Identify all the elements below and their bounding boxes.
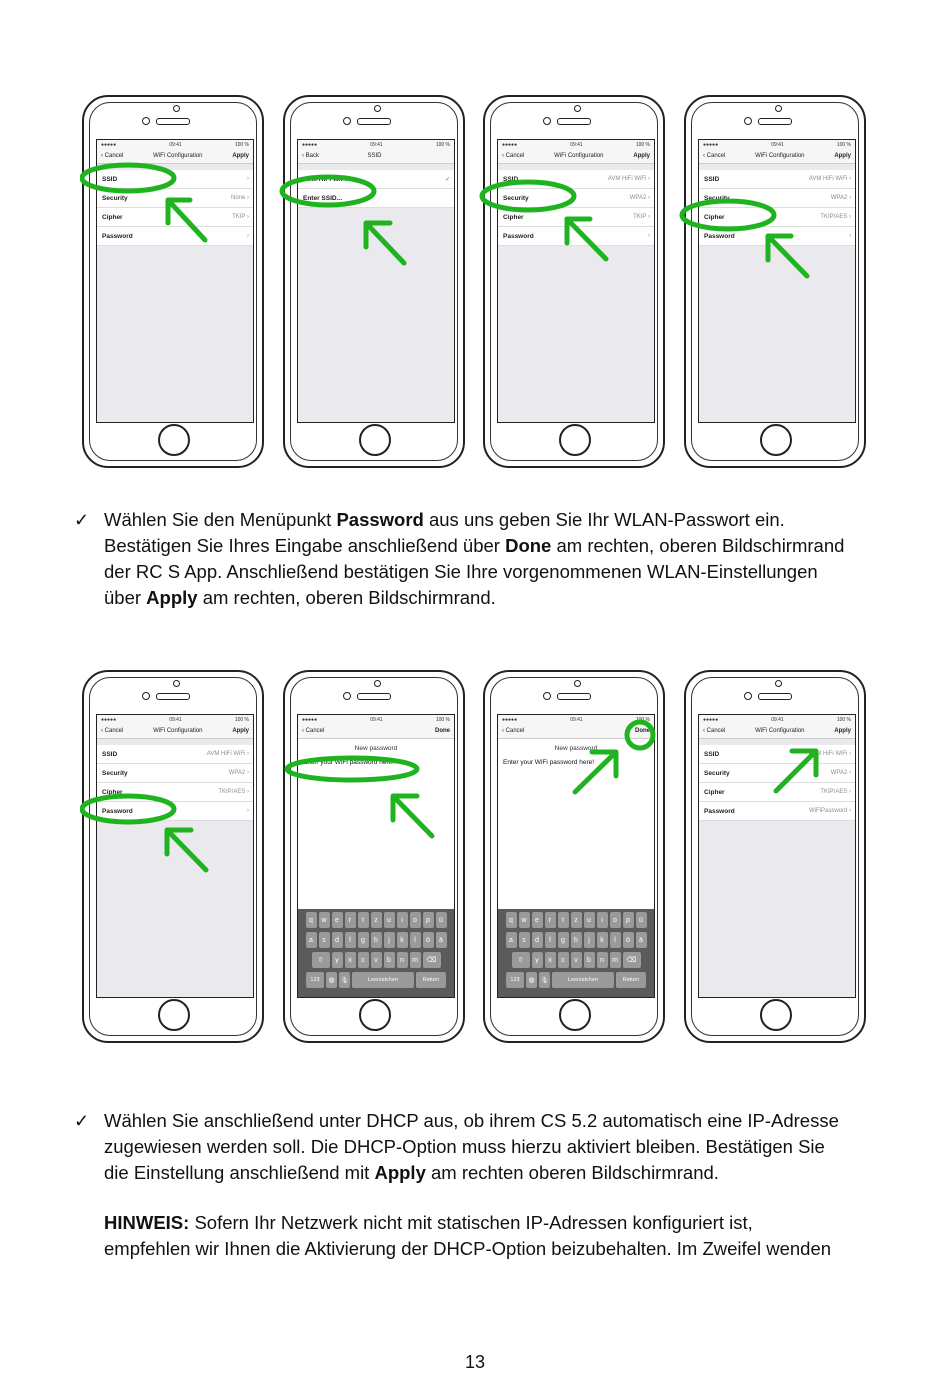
phone-screen bbox=[297, 139, 455, 423]
key[interactable]: o bbox=[410, 912, 421, 928]
key[interactable]: z bbox=[571, 912, 582, 928]
phone-illustration bbox=[684, 670, 866, 1043]
key[interactable]: j bbox=[584, 932, 595, 948]
apply-button[interactable]: Apply bbox=[834, 153, 851, 159]
key-row bbox=[300, 912, 452, 928]
phone-screen bbox=[497, 139, 655, 423]
list-item-ssid[interactable]: SSID AVM HiFi WiFi › bbox=[699, 170, 855, 189]
apply-button[interactable]: Apply bbox=[232, 728, 249, 734]
ssid-list bbox=[298, 170, 454, 208]
note-paragraph: HINWEIS: Sofern Ihr Netzwerk nicht mit statischen IP-Adressen konfiguriert ist, empfehlen wir Ihnen die Aktivierung der DHCP-Option beizubehalten. Im Zweifel wenden bbox=[104, 1212, 832, 1259]
key[interactable]: t bbox=[558, 912, 569, 928]
list-item-cipher[interactable]: Cipher TKIP › bbox=[498, 208, 654, 227]
key[interactable]: i bbox=[397, 912, 408, 928]
key[interactable]: w bbox=[519, 912, 530, 928]
key[interactable]: u bbox=[584, 912, 595, 928]
mic-icon[interactable]: 🎙 bbox=[339, 972, 350, 988]
key[interactable]: ä bbox=[636, 932, 647, 948]
key-row bbox=[300, 952, 452, 968]
nav-bar bbox=[699, 724, 855, 739]
key[interactable]: k bbox=[397, 932, 408, 948]
cancel-button[interactable]: ‹ Cancel bbox=[703, 153, 726, 159]
status-bar: ●●●●● 09:41 100 % bbox=[97, 140, 253, 149]
key[interactable]: e bbox=[532, 912, 543, 928]
nav-bar bbox=[498, 149, 654, 164]
note-label: HINWEIS: bbox=[104, 1212, 190, 1233]
list-item-ssid[interactable]: SSID AVM HiFi WiFi › bbox=[699, 745, 855, 764]
key[interactable]: ü bbox=[636, 912, 647, 928]
list-item-ssid[interactable]: SSID AVM HiFi WiFi › bbox=[97, 745, 253, 764]
status-bar: ●●●●● 09:41 100 % bbox=[298, 715, 454, 724]
key-row bbox=[300, 972, 452, 988]
key[interactable]: n bbox=[597, 952, 608, 968]
page-number: 13 bbox=[464, 1352, 486, 1372]
key[interactable]: v bbox=[571, 952, 582, 968]
phone-row-bottom bbox=[80, 670, 870, 1045]
list-item-security[interactable]: Security WPA2 › bbox=[699, 189, 855, 208]
list-item-cipher[interactable]: Cipher TKIP/AES › bbox=[699, 208, 855, 227]
done-button[interactable]: Done bbox=[634, 728, 650, 734]
cancel-button[interactable]: ‹ Cancel bbox=[101, 728, 124, 734]
key[interactable]: e bbox=[332, 912, 343, 928]
list-item-password[interactable]: Password › bbox=[97, 227, 253, 246]
key[interactable]: w bbox=[319, 912, 330, 928]
nav-title: WiFi Configuration bbox=[755, 153, 805, 159]
key[interactable]: u bbox=[384, 912, 395, 928]
space-key[interactable]: Leerzeichen bbox=[352, 972, 414, 988]
instruction-paragraph-2: Wählen Sie anschließend unter DHCP aus, ob ihrem CS 5.2 automatisch eine IP-Adresse zugewiesen werden soll. Die DHCP-Option muss hierzu aktiviert bleiben. Bestätigen Sie die Einstellung anschließend mit Apply am rechten oberen Bildschirmrand. bbox=[104, 1110, 839, 1183]
key-row bbox=[500, 912, 652, 928]
nav-title: SSID bbox=[367, 153, 382, 159]
phone-screen bbox=[96, 714, 254, 998]
key[interactable]: r bbox=[545, 912, 556, 928]
phone-illustration bbox=[684, 95, 866, 468]
nav-title: WiFi Configuration bbox=[554, 153, 604, 159]
settings-list bbox=[498, 170, 654, 246]
list-item-ssid[interactable]: SSID AVM HiFi WiFi › bbox=[498, 170, 654, 189]
key[interactable]: x bbox=[345, 952, 356, 968]
nav-bar bbox=[298, 724, 454, 739]
keyboard bbox=[498, 909, 654, 997]
key[interactable]: s bbox=[319, 932, 330, 948]
return-key[interactable]: Return bbox=[416, 972, 446, 988]
key[interactable]: ö bbox=[623, 932, 634, 948]
key[interactable]: j bbox=[384, 932, 395, 948]
key[interactable]: b bbox=[384, 952, 395, 968]
phone-screen bbox=[497, 714, 655, 998]
key[interactable]: l bbox=[410, 932, 421, 948]
numbers-key[interactable]: 123 bbox=[506, 972, 524, 988]
home-button bbox=[760, 424, 792, 456]
cancel-button[interactable]: ‹ Cancel bbox=[502, 728, 525, 734]
phone-illustration bbox=[483, 670, 665, 1043]
key[interactable]: f bbox=[545, 932, 556, 948]
key[interactable]: a bbox=[306, 932, 317, 948]
key[interactable]: z bbox=[371, 912, 382, 928]
list-item-cipher[interactable]: Cipher TKIP/AES › bbox=[699, 783, 855, 802]
password-input[interactable]: Enter your WiFi password here! bbox=[298, 755, 454, 769]
phone-illustration bbox=[283, 670, 465, 1043]
cancel-button[interactable]: ‹ Cancel bbox=[302, 728, 325, 734]
home-button bbox=[158, 424, 190, 456]
key[interactable]: b bbox=[584, 952, 595, 968]
password-title: New password bbox=[554, 745, 598, 752]
list-item-network[interactable]: AVM HiFi WiFi ✓ bbox=[298, 170, 454, 189]
key[interactable]: m bbox=[410, 952, 421, 968]
cancel-button[interactable]: ‹ Cancel bbox=[502, 153, 525, 159]
key[interactable]: q bbox=[506, 912, 517, 928]
status-bar: ●●●●● 09:41 100 % bbox=[498, 140, 654, 149]
list-item-security[interactable]: Security WPA2 › bbox=[699, 764, 855, 783]
key[interactable]: x bbox=[545, 952, 556, 968]
phone-illustration bbox=[82, 95, 264, 468]
nav-title: WiFi Configuration bbox=[755, 728, 805, 734]
key[interactable]: h bbox=[571, 932, 582, 948]
key-row bbox=[500, 932, 652, 948]
checkmark-icon: ✓ bbox=[444, 176, 450, 183]
key[interactable]: y bbox=[332, 952, 343, 968]
home-button bbox=[359, 999, 391, 1031]
key[interactable]: p bbox=[423, 912, 434, 928]
key[interactable]: p bbox=[623, 912, 634, 928]
home-button bbox=[559, 999, 591, 1031]
key[interactable]: m bbox=[610, 952, 621, 968]
key[interactable]: n bbox=[397, 952, 408, 968]
key[interactable]: o bbox=[610, 912, 621, 928]
key-row bbox=[500, 972, 652, 988]
phone-row-top bbox=[80, 95, 870, 470]
list-item-cipher[interactable]: Cipher TKIP › bbox=[97, 208, 253, 227]
key[interactable]: ü bbox=[436, 912, 447, 928]
key[interactable]: d bbox=[532, 932, 543, 948]
status-bar: ●●●●● 09:41 100 % bbox=[298, 140, 454, 149]
key[interactable]: ö bbox=[423, 932, 434, 948]
home-button bbox=[559, 424, 591, 456]
phone-illustration bbox=[483, 95, 665, 468]
key[interactable]: q bbox=[306, 912, 317, 928]
space-key[interactable]: Leerzeichen bbox=[552, 972, 614, 988]
shift-icon[interactable]: ⇧ bbox=[312, 952, 330, 968]
phone-illustration bbox=[283, 95, 465, 468]
numbers-key[interactable]: 123 bbox=[306, 972, 324, 988]
list-item-password[interactable]: Password › bbox=[699, 227, 855, 246]
list-item-cipher[interactable]: Cipher TKIP/AES › bbox=[97, 783, 253, 802]
key[interactable]: h bbox=[371, 932, 382, 948]
list-item-password[interactable]: Password › bbox=[97, 802, 253, 821]
status-bar: ●●●●● 09:41 100 % bbox=[699, 140, 855, 149]
home-button bbox=[359, 424, 391, 456]
key[interactable]: c bbox=[558, 952, 569, 968]
list-item-security[interactable]: Security None › bbox=[97, 189, 253, 208]
backspace-icon[interactable]: ⌫ bbox=[623, 952, 641, 968]
cancel-button[interactable]: ‹ Cancel bbox=[703, 728, 726, 734]
key[interactable]: d bbox=[332, 932, 343, 948]
cancel-button[interactable]: ‹ Cancel bbox=[101, 153, 124, 159]
list-item-password[interactable]: Password › bbox=[498, 227, 654, 246]
settings-list bbox=[97, 170, 253, 246]
mic-icon[interactable]: 🎙 bbox=[539, 972, 550, 988]
apply-button[interactable]: Apply bbox=[834, 728, 851, 734]
globe-icon[interactable]: ◍ bbox=[326, 972, 337, 988]
nav-bar bbox=[97, 149, 253, 164]
globe-icon[interactable]: ◍ bbox=[526, 972, 537, 988]
apply-button[interactable]: Apply bbox=[232, 153, 249, 159]
check-icon: ✓ bbox=[74, 510, 90, 530]
settings-list bbox=[699, 745, 855, 821]
done-button[interactable]: Done bbox=[434, 728, 450, 734]
key[interactable]: c bbox=[358, 952, 369, 968]
key[interactable]: g bbox=[358, 932, 369, 948]
backspace-icon[interactable]: ⌫ bbox=[423, 952, 441, 968]
phone-screen bbox=[297, 714, 455, 998]
key[interactable]: k bbox=[597, 932, 608, 948]
phone-screen bbox=[698, 139, 856, 423]
list-item-password[interactable]: Password WiFiPassword › bbox=[699, 802, 855, 821]
nav-title: WiFi Configuration bbox=[153, 728, 203, 734]
list-item-enter-ssid[interactable]: Enter SSID... bbox=[298, 189, 454, 208]
key-row bbox=[300, 932, 452, 948]
keyboard bbox=[298, 909, 454, 997]
list-item-ssid[interactable]: SSID › bbox=[97, 170, 253, 189]
instruction-paragraph-1: Wählen Sie den Menüpunkt Password aus uns geben Sie Ihr WLAN-Passwort ein. Bestätigen Sie Ihres Eingabe anschließend über Done am rechten, oberen Bildschirmrand der RC S App. Anschließend bestätigen Sie Ihre vorgenommenen WLAN-Einstellungen über Apply am rechten, oberen Bildschirmrand. bbox=[104, 509, 845, 608]
phone-illustration bbox=[82, 670, 264, 1043]
status-bar: ●●●●● 09:41 100 % bbox=[498, 715, 654, 724]
password-input[interactable]: Enter your WiFi password here! bbox=[498, 755, 654, 769]
status-bar: ●●●●● 09:41 100 % bbox=[97, 715, 253, 724]
home-button bbox=[158, 999, 190, 1031]
key[interactable]: i bbox=[597, 912, 608, 928]
phone-screen bbox=[96, 139, 254, 423]
check-icon: ✓ bbox=[74, 1111, 90, 1131]
phone-screen bbox=[698, 714, 856, 998]
apply-button[interactable]: Apply bbox=[633, 153, 650, 159]
key[interactable]: g bbox=[558, 932, 569, 948]
key[interactable]: t bbox=[358, 912, 369, 928]
key[interactable]: l bbox=[610, 932, 621, 948]
settings-list bbox=[97, 745, 253, 821]
key[interactable]: a bbox=[506, 932, 517, 948]
nav-title: WiFi Configuration bbox=[153, 153, 203, 159]
list-item-security[interactable]: Security WPA2 › bbox=[498, 189, 654, 208]
status-bar: ●●●●● 09:41 100 % bbox=[699, 715, 855, 724]
nav-bar bbox=[97, 724, 253, 739]
list-item-security[interactable]: Security WPA2 › bbox=[97, 764, 253, 783]
back-button[interactable]: ‹ Back bbox=[302, 153, 320, 159]
nav-bar bbox=[699, 149, 855, 164]
home-button bbox=[760, 999, 792, 1031]
return-key[interactable]: Return bbox=[616, 972, 646, 988]
key[interactable]: v bbox=[371, 952, 382, 968]
key[interactable]: f bbox=[345, 932, 356, 948]
shift-icon[interactable]: ⇧ bbox=[512, 952, 530, 968]
nav-bar bbox=[298, 149, 454, 164]
password-title: New password bbox=[354, 745, 398, 752]
settings-list bbox=[699, 170, 855, 246]
key-row bbox=[500, 952, 652, 968]
key[interactable]: y bbox=[532, 952, 543, 968]
key[interactable]: s bbox=[519, 932, 530, 948]
key[interactable]: r bbox=[345, 912, 356, 928]
key[interactable]: ä bbox=[436, 932, 447, 948]
nav-bar bbox=[498, 724, 654, 739]
